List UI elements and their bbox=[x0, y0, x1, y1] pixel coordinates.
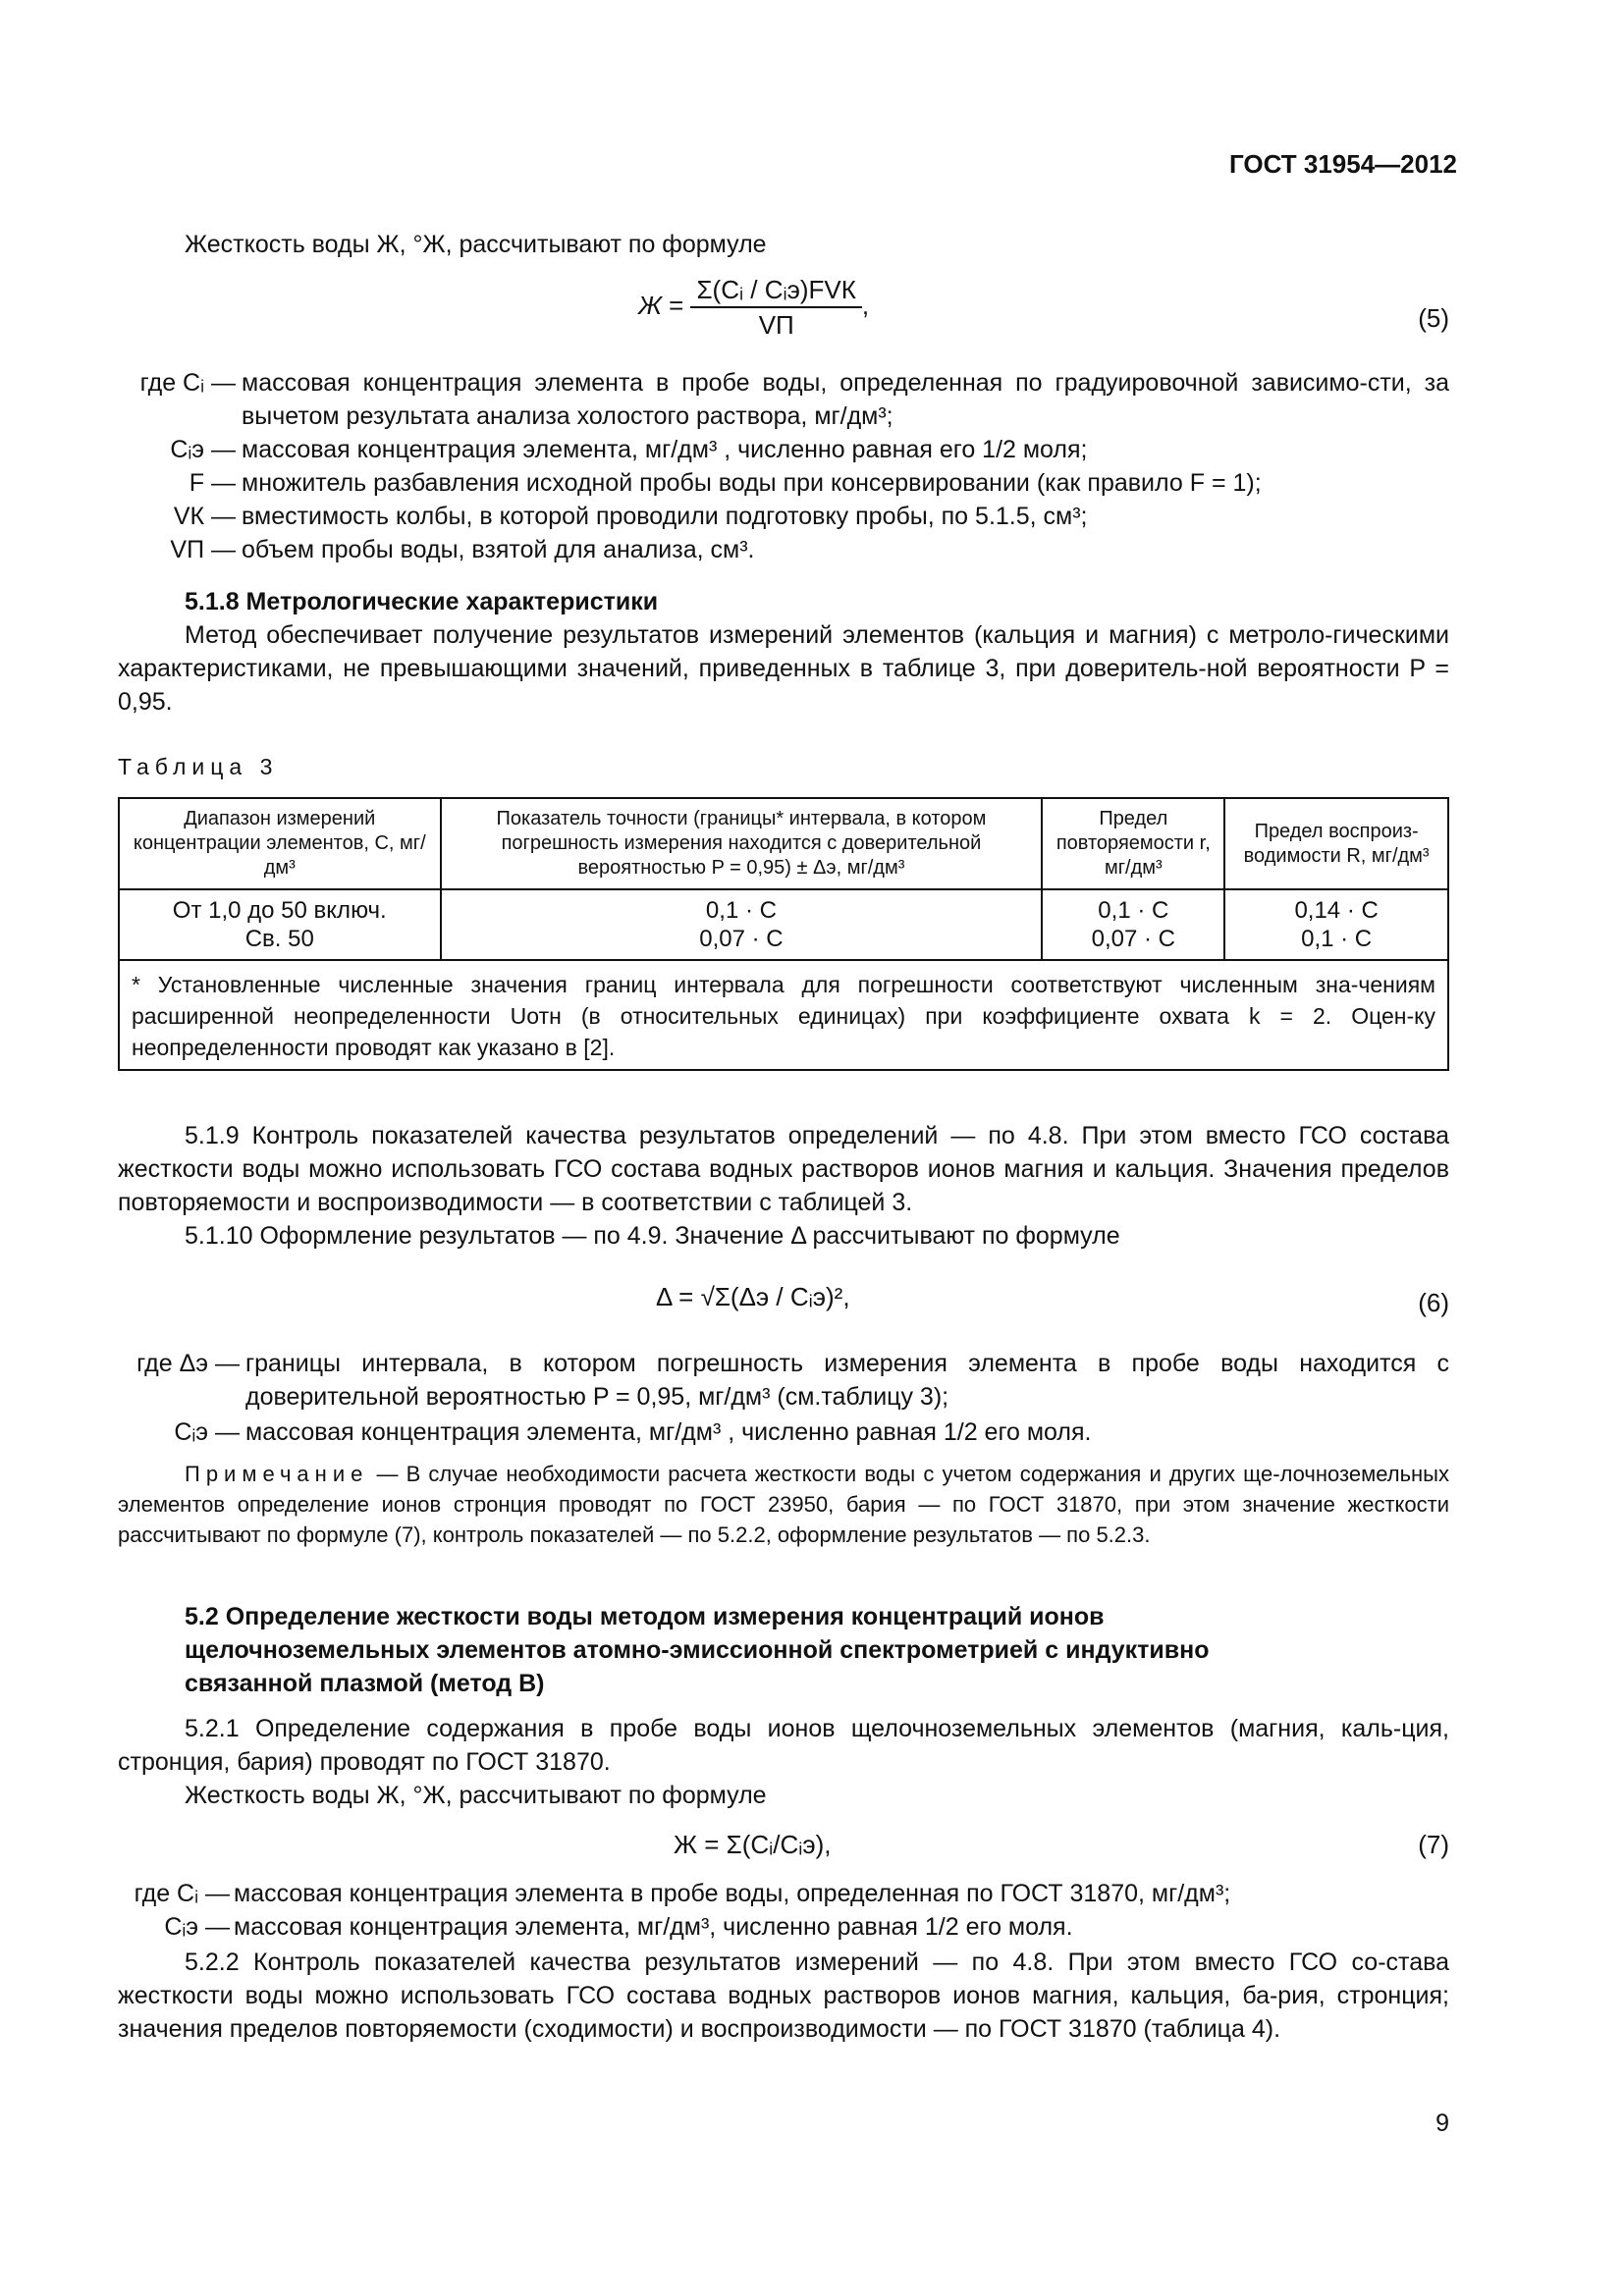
hardness-formula-intro-2: Жесткость воды Ж, °Ж, рассчитывают по формуле bbox=[185, 1782, 767, 1809]
table-header-cell: Предел воспроиз-водимости R, мг/дм³ bbox=[1224, 798, 1448, 889]
eq5-numerator: Σ(Cᵢ / Cᵢэ)FVК bbox=[690, 275, 861, 308]
hardness-formula-intro: Жесткость воды Ж, °Ж, рассчитывают по формуле bbox=[185, 231, 767, 258]
section-5-2-1: 5.2.1 Определение содержания в пробе воды ионов щелочноземельных элементов (магния, каль-ция, стронция, бария) проводят по ГОСТ 31870. bbox=[118, 1715, 1449, 1776]
page-number: 9 bbox=[1435, 2109, 1449, 2137]
equation-6-legend bbox=[118, 1347, 1449, 1455]
legend-text: массовая концентрация элемента, мг/дм³ , численно равная 1/2 его моля. bbox=[245, 1418, 1092, 1446]
table-footnote: * Установленные численные значения границ интервала для погрешности соответствуют численным зна-чениям расширенной неопределенности Uотн (в относительных единицах) при коэффициенте охвата k = 2. Оцен-ку неопределенности проводят как указано в [2]. bbox=[119, 960, 1448, 1070]
table-cell: 0,07 · C bbox=[699, 926, 784, 952]
legend-symbol: VП — bbox=[170, 536, 236, 563]
legend-symbol: Cᵢэ — bbox=[174, 1418, 240, 1446]
table-cell: 0,14 · C bbox=[1294, 897, 1379, 924]
eq5-denominator: VП bbox=[758, 310, 794, 340]
document-header: ГОСТ 31954—2012 bbox=[1229, 149, 1457, 179]
legend-text: массовая концентрация элемента, мг/дм³ , численно равная его 1/2 моля; bbox=[242, 436, 1088, 463]
note bbox=[118, 1459, 1449, 1550]
legend-text: множитель разбавления исходной пробы воды при консервировании (как правило F = 1); bbox=[242, 469, 1262, 497]
equation-7-legend bbox=[118, 1877, 1449, 1946]
legend-symbol: Cᵢэ — bbox=[170, 436, 236, 463]
section-5-1-10: 5.1.10 Оформление результатов — по 4.9. Значение Δ рассчитывают по формуле bbox=[185, 1222, 1120, 1250]
section-5-1-9: 5.1.9 Контроль показателей качества результатов определений — по 4.8. При этом вместо ГСО состава жесткости воды можно использовать ГСО состава водных растворов ионов магния и кальция. Значения пределов повторяемости и воспроизводимости — в соответствии с таблицей 3. bbox=[118, 1122, 1449, 1216]
table-cell: Св. 50 bbox=[244, 926, 314, 952]
equation-5-number: (5) bbox=[1418, 303, 1449, 333]
note-text: — В случае необходимости расчета жесткости воды с учетом содержания и других ще-лочноземельных элементов определение ионов стронция проводят по ГОСТ 23950, бария — по ГОСТ 31870, при этом значение жесткости рассчитывают по формуле (7), контроль показателей — по 5.2.2, оформление результатов — по 5.2.3. bbox=[118, 1462, 1449, 1547]
legend-text: границы интервала, в котором погрешность измерения элемента в пробе воды находится с доверительной вероятностью P = 0,95, мг/дм³ (см.таблицу 3); bbox=[245, 1350, 1449, 1411]
legend-text: массовая концентрация элемента в пробе воды, определенная по ГОСТ 31870, мг/дм³; bbox=[234, 1880, 1231, 1907]
legend-text: объем пробы воды, взятой для анализа, см³. bbox=[242, 536, 755, 563]
note-label: Примечание bbox=[185, 1462, 369, 1486]
legend-symbol: где Cᵢ — bbox=[139, 369, 236, 397]
legend-symbol: VК — bbox=[173, 503, 236, 530]
equation-5: Ж = $\frac{\text{Σ(Cᵢ / Cᵢэ)FVК}}{VП}$ , bbox=[638, 275, 870, 340]
equation-5-legend bbox=[118, 366, 1449, 582]
equation-7: Ж = Σ(Cᵢ/Cᵢэ), bbox=[674, 1830, 832, 1859]
section-5-2-title: 5.2 Определение жесткости воды методом измерения концентраций ионов щелочноземельных элементов атомно-эмиссионной спектрометрией с индуктивно связанной плазмой (метод В) bbox=[185, 1603, 1210, 1697]
table-cell: 0,1 · C bbox=[1301, 926, 1373, 952]
legend-symbol: F — bbox=[189, 469, 236, 497]
legend-symbol: Cᵢэ — bbox=[164, 1913, 230, 1941]
section-5-2-2: 5.2.2 Контроль показателей качества результатов измерений — по 4.8. При этом вместо ГСО со-става жесткости воды можно использовать ГСО состава водных растворов ионов магния, кальция, ба-рия, стронция; значения пределов повторяемости (сходимости) и воспроизводимости — по ГОСТ 31870 (таблица 4). bbox=[118, 1949, 1449, 2043]
table-header-cell: Показатель точности (границы* интервала, в котором погрешность измерения находится с доверительной вероятностью P = 0,95) ± Δэ, мг/дм³ bbox=[441, 798, 1043, 889]
legend-text: массовая концентрация элемента, мг/дм³, численно равная 1/2 его моля. bbox=[234, 1913, 1073, 1941]
table-cell: 0,1 · C bbox=[705, 897, 777, 924]
table-row bbox=[119, 889, 1448, 960]
legend-text: массовая концентрация элемента в пробе воды, определенная по градуировочной зависимо-сти, за вычетом результата анализа холостого раствора, мг/дм³; bbox=[242, 369, 1449, 430]
eq5-lhs: Ж bbox=[638, 290, 662, 320]
equation-7-number: (7) bbox=[1418, 1830, 1449, 1859]
table-cell: 0,07 · C bbox=[1091, 926, 1175, 952]
table-3 bbox=[118, 797, 1449, 1071]
equation-6-number: (6) bbox=[1418, 1288, 1449, 1317]
table-cell: От 1,0 до 50 включ. bbox=[172, 897, 387, 924]
table-header-cell: Предел повторяемости r, мг/дм³ bbox=[1042, 798, 1224, 889]
legend-text: вместимость колбы, в которой проводили подготовку пробы, по 5.1.5, см³; bbox=[242, 503, 1088, 530]
table-header-cell: Диапазон измерений концентрации элементов, С, мг/дм³ bbox=[119, 798, 441, 889]
section-5-1-8-text: Метод обеспечивает получение результатов измерений элементов (кальция и магния) с метроло-гическими характеристиками, не превышающими значений, приведенных в таблице 3, при доверитель-ной вероятности P = 0,95. bbox=[118, 621, 1449, 716]
section-5-1-8-title: 5.1.8 Метрологические характеристики bbox=[185, 588, 659, 615]
legend-symbol: где Δэ — bbox=[136, 1350, 240, 1377]
table-cell: 0,1 · C bbox=[1098, 897, 1169, 924]
table-3-caption: Таблица 3 bbox=[118, 754, 279, 779]
equation-6: Δ = √Σ(Δэ / Cᵢэ)², bbox=[656, 1282, 850, 1311]
legend-symbol: где Cᵢ — bbox=[134, 1880, 230, 1907]
